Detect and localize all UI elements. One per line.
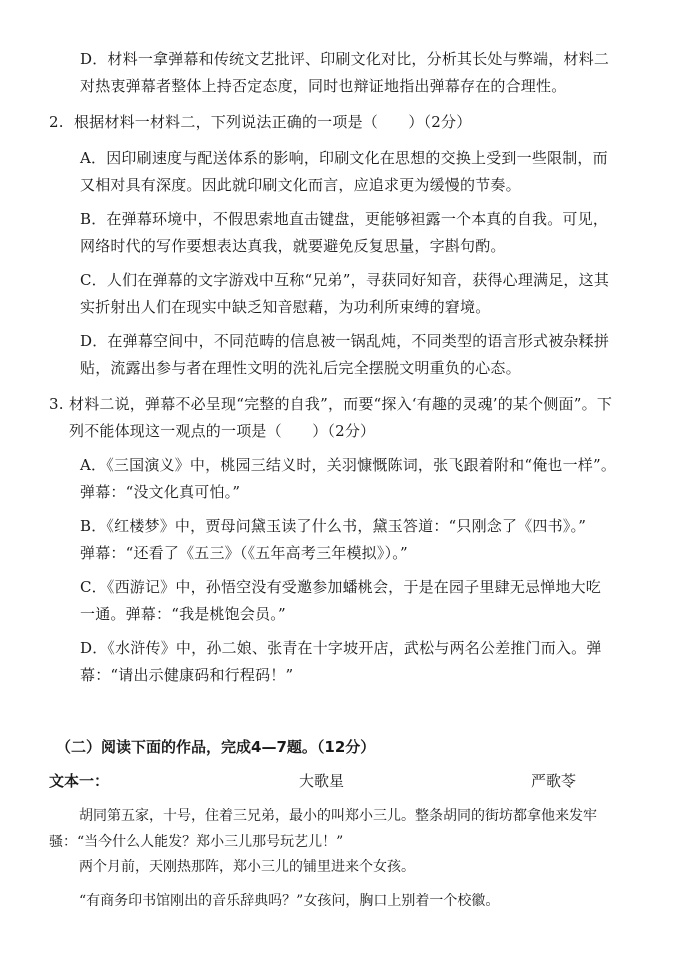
section-title: （二）阅读下面的作品，完成4—7题。（12分） (56, 738, 376, 756)
q3-option-d-line1: D．《水浒传》中，孙二娘、张青在十字坡开店，武松与两名公差推门而入。弹 (80, 639, 602, 657)
q3-option-d (80, 635, 640, 689)
story-paragraph-2: 两个月前，天刚热那阵，郑小三儿的铺里进来个女孩。 (79, 859, 415, 875)
q2-option-b (80, 206, 640, 260)
q3-stem-line1: 材料二说，弹幕不必呈现“完整的自我”，而要“探入‘有趣的灵魂’的某个侧面”。下 (69, 395, 613, 413)
q2-option-d-line2: 贴，流露出参与者在理性文明的洗礼后完全摆脱文明重负的心态。 (80, 359, 521, 377)
q2-option-c-line2: 实折射出人们在现实中缺乏知音慰藉，为功利所束缚的窘境。 (80, 298, 491, 316)
q2-option-c-line1: C．人们在弹幕的文字游戏中互称“兄弟”，寻获同好知音，获得心理满足，这其 (80, 271, 610, 289)
q3-number: 3. (49, 395, 64, 413)
q2-stem-text: 根据材料一材料二，下列说法正确的一项是（ ）（2分） (73, 113, 472, 131)
q2-option-b-line1: B．在弹幕环境中，不假思索地直击键盘，更能够袒露一个本真的自我。可见， (80, 210, 609, 228)
q2-option-a-line1: A．因印刷速度与配送体系的影响，印刷文化在思想的交换上受到一些限制，而 (80, 149, 608, 167)
q3-option-b (80, 513, 640, 567)
q2-option-a (80, 145, 640, 199)
q3-option-b-line2: 弹幕：“还看了《五三》（《五年高考三年模拟》）。” (80, 544, 408, 562)
q2-stem (49, 109, 641, 136)
q3-option-a-line1: A．《三国演义》中，桃园三结义时，关羽慷慨陈词，张飞跟着附和“俺也一样”。 (80, 456, 617, 474)
q3-option-a-line2: 弹幕：“没文化真可怕。” (80, 483, 241, 501)
q3-option-a (80, 452, 640, 506)
q3-option-d-line2: 幕：“请出示健康码和行程码！” (80, 666, 294, 684)
q2-option-d (80, 328, 640, 382)
q2-option-a-line2: 又相对具有深度。因此就印刷文化而言，应追求更为缓慢的节奏。 (80, 176, 521, 194)
q2-option-c (80, 267, 640, 321)
q1-option-d-line2: 对热衷弹幕者整体上持否定态度，同时也辩证地指出弹幕存在的合理性。 (80, 77, 567, 95)
q2-option-d-line1: D．在弹幕空间中，不同范畴的信息被一锅乱炖，不同类型的语言形式被杂糅拼 (80, 332, 610, 350)
story-author: 严歌苓 (531, 772, 577, 790)
q3-option-c-line2: 一通。弹幕：“我是桃饱会员。” (80, 605, 286, 623)
q3-option-c-line1: C．《西游记》中，孙悟空没有受邀参加蟠桃会，于是在园子里肆无忌惮地大吃 (80, 578, 601, 596)
story-title: 大歌星 (299, 772, 345, 790)
q1-option-d (80, 46, 640, 100)
q3-stem (49, 391, 641, 445)
story-paragraph-1: 胡同第五家，十号，住着三兄弟，最小的叫郑小三儿。整条胡同的街坊都拿他来发牢骚：“当今什么人能发？郑小三儿那号玩艺儿！” (49, 808, 597, 850)
story-paragraph-3: “有商务印书馆刚出的音乐辞典吗？”女孩问，胸口上别着一个校徽。 (79, 893, 500, 909)
q3-option-c (80, 574, 640, 628)
q1-option-d-line1: D．材料一拿弹幕和传统文艺批评、印刷文化对比，分析其长处与弊端，材料二 (80, 50, 610, 68)
text-label: 文本一： (49, 772, 110, 790)
q3-stem-line2: 列不能体现这一观点的一项是（ ）（2分） (69, 422, 376, 440)
q2-option-b-line2: 网络时代的写作要想表达真我，就要避免反复思量，字斟句酌。 (80, 237, 506, 255)
q2-number: 2. (49, 113, 64, 131)
q3-option-b-line1: B．《红楼梦》中，贾母问黛玉读了什么书，黛玉答道：“只刚念了《四书》。” (80, 517, 587, 535)
